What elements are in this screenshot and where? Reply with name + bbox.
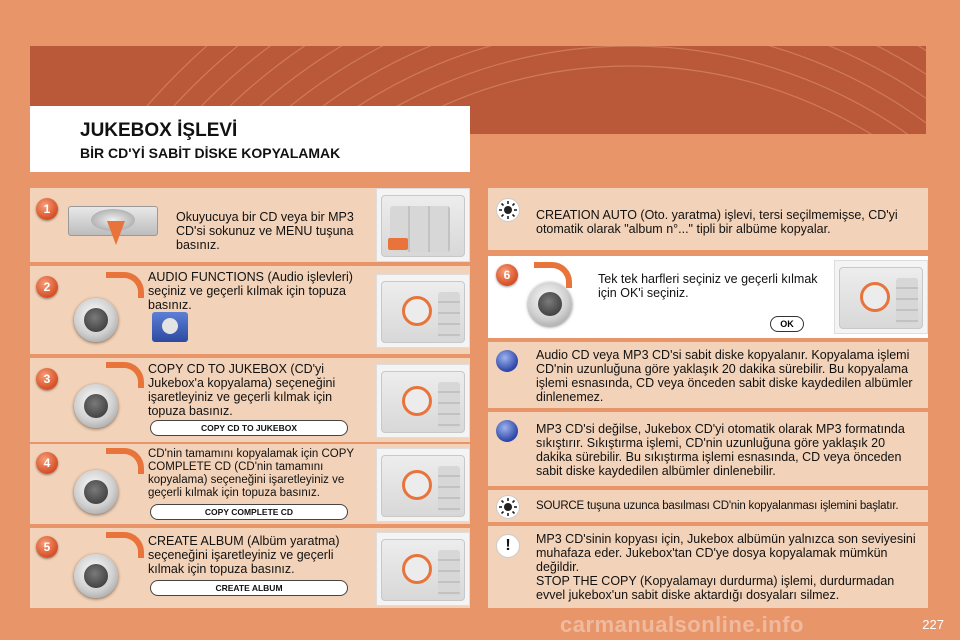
radio-unit-image: [376, 448, 470, 522]
ok-label: OK: [770, 316, 804, 332]
step-3-panel: [30, 358, 470, 442]
arrow-icon: [106, 362, 144, 388]
sun-icon: [496, 198, 520, 222]
step-6-text: Tek tek harfleri seçiniz ve geçerli kılmak için OK'i seçiniz.: [598, 272, 818, 300]
warning-text: MP3 CD'sinin kopyası için, Jukebox albümün yalnızca son seviyesini muhafaza eder. Jukebox'tan CD'ye dosya kopyalamak mümkün değildir. STOP THE COPY (Kopyalamayı durdurma) işlemi, durdurmadan evvel jukebox'un sabit diske aktardığı dosyaları silmez.: [536, 532, 916, 602]
knob-icon: [528, 282, 572, 326]
cd-player-image: [68, 206, 158, 236]
page-number: 227: [922, 617, 944, 632]
step-number-badge: 3: [36, 368, 58, 390]
radio-unit-image: [376, 532, 470, 606]
step-number-badge: 5: [36, 536, 58, 558]
step-3-text: COPY CD TO JUKEBOX (CD'yi Jukebox'a kopyalama) seçeneğini işaretleyiniz ve geçerli kılmak için topuza basınız.: [148, 362, 336, 418]
step-2-panel: [30, 266, 470, 354]
info-panel-1: [488, 342, 928, 408]
copy-complete-cd-label: COPY COMPLETE CD: [150, 504, 348, 520]
knob-icon: [74, 554, 118, 598]
copy-cd-to-jukebox-label: COPY CD TO JUKEBOX: [150, 420, 348, 436]
step-number-badge: 6: [496, 264, 518, 286]
step-6-panel: [488, 256, 928, 338]
page-subtitle: BİR CD'Yİ SABİT DİSKE KOPYALAMAK: [80, 145, 341, 161]
info-text-1: Audio CD veya MP3 CD'si sabit diske kopyalanır. Kopyalama işlemi CD'nin uzunluğuna göre yaklaşık 20 dakika sürebilir. Bu kopyalama işlemi esnasında, CD veya önceden sabit diske kaydedilen albümler dinlenemez.: [536, 348, 913, 404]
step-5-panel: [30, 528, 470, 608]
arrow-icon: [106, 448, 144, 474]
menu-button-highlight: [388, 238, 408, 250]
radio-unit-image: [376, 364, 470, 438]
arrow-icon: [534, 262, 572, 288]
radio-unit-image: [376, 188, 470, 262]
audio-functions-icon: [152, 312, 188, 342]
create-album-label: CREATE ALBUM: [150, 580, 348, 596]
radio-unit-image: [376, 274, 470, 348]
info-text-2: MP3 CD'si değilse, Jukebox CD'yi otomatik olarak MP3 formatında sıkıştırır. Sıkıştırma işlemi, CD'nin uzunluğuna göre yaklaşık 20 dakika sürebilir. Bu sıkıştırma işlemi esnasında, CD veya önceden sabit diske kaydedilen albümler dinlenebilir.: [536, 422, 905, 478]
page-title: JUKEBOX İŞLEVİ: [80, 120, 238, 141]
source-text: SOURCE tuşuna uzunca basılması CD'nin kopyalanması işlemini başlatır.: [536, 500, 899, 512]
creation-auto-panel: [488, 188, 928, 250]
blue-dot-icon: [496, 350, 518, 372]
step-2-text: AUDIO FUNCTIONS (Audio işlevleri) seçiniz ve geçerli kılmak için topuza basınız.: [148, 270, 353, 312]
step-4-panel: [30, 444, 470, 524]
sun-icon: [496, 495, 520, 519]
arrow-icon: [106, 532, 144, 558]
step-number-badge: 4: [36, 452, 58, 474]
step-number-badge: 1: [36, 198, 58, 220]
step-4-text: CD'nin tamamını kopyalamak için COPY COMPLETE CD (CD'nin tamamını kopyalama) seçeneğini işaretleyiniz ve geçerli kılmak için topuza basınız.: [148, 448, 354, 499]
arrow-icon: [106, 272, 144, 298]
knob-icon: [74, 298, 118, 342]
step-1-text: Okuyucuya bir CD veya bir MP3 CD'si sokunuz ve MENU tuşuna basınız.: [176, 210, 354, 252]
creation-auto-text: CREATION AUTO (Oto. yaratma) işlevi, tersi seçilmemişse, CD'yi otomatik olarak "album n°..." tipli bir albüme kopyalar.: [536, 208, 898, 236]
info-panel-2: [488, 412, 928, 486]
knob-icon: [74, 384, 118, 428]
watermark: carmanualsonline.info: [560, 612, 804, 637]
radio-unit-image: [834, 260, 928, 334]
warning-panel: [488, 526, 928, 608]
exclamation-icon: !: [496, 534, 520, 558]
step-5-text: CREATE ALBUM (Albüm yaratma) seçeneğini işaretleyiniz ve geçerli kılmak için topuza basınız.: [148, 534, 340, 576]
knob-icon: [74, 470, 118, 514]
source-panel: [488, 490, 928, 522]
blue-dot-icon: [496, 420, 518, 442]
step-number-badge: 2: [36, 276, 58, 298]
step-1-panel: [30, 188, 470, 262]
